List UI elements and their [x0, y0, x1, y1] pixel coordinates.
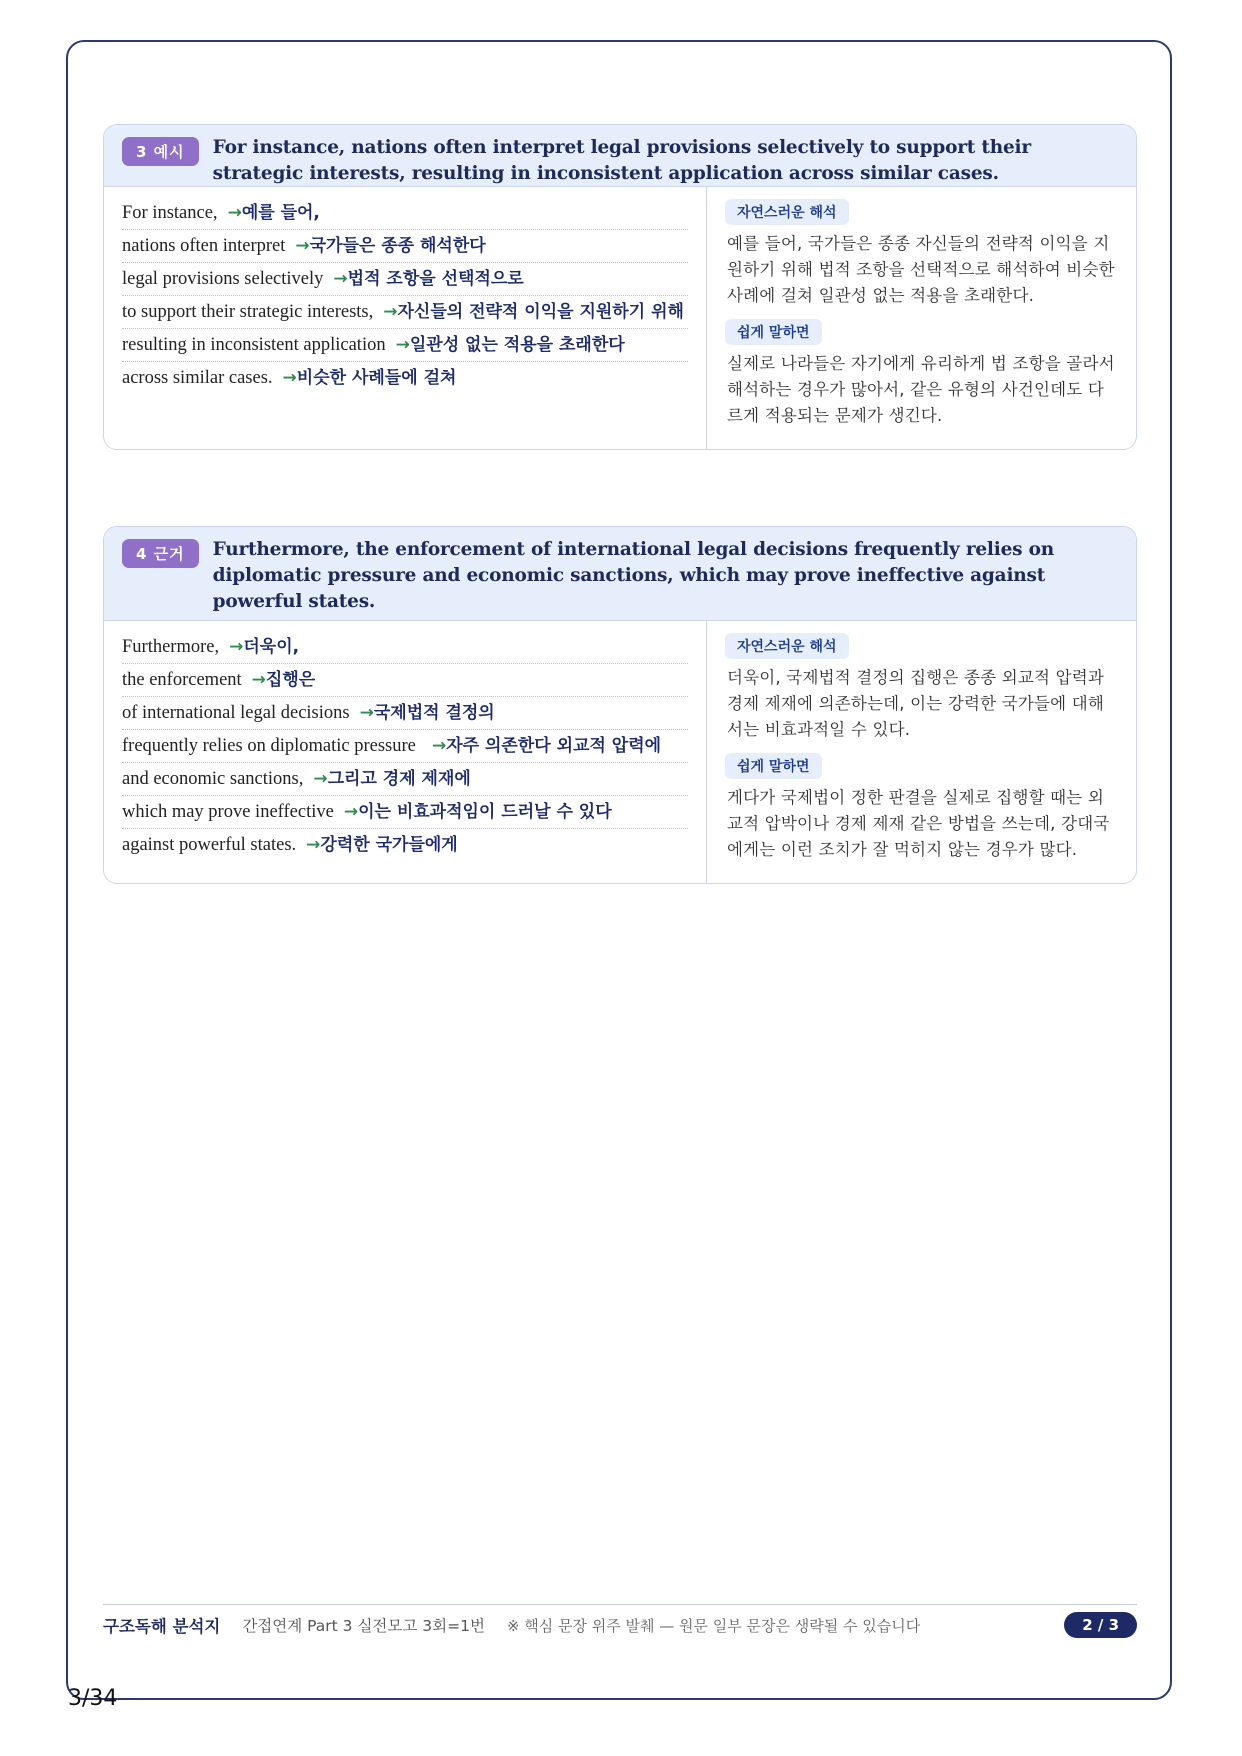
arrow-icon: → [251, 670, 266, 690]
arrow-icon: → [359, 703, 374, 723]
chunk-en: For instance, [122, 203, 218, 223]
card-body [104, 621, 1136, 883]
easy-explanation-text: 실제로 나라들은 자기에게 유리하게 법 조항을 골라서 해석하는 경우가 많아서, 같은 유형의 사건인데도 다르게 적용되는 문제가 생긴다. [727, 354, 1115, 425]
chunk-ko: 강력한 국가들에게 [320, 835, 458, 855]
chunk-row [122, 263, 688, 296]
arrow-icon: → [395, 335, 410, 355]
chunk-row [122, 329, 688, 362]
chunk-ko: 비슷한 사례들에 걸쳐 [296, 368, 457, 388]
chunk-row [122, 730, 688, 763]
chunk-en: frequently relies on diplomatic pressure [122, 736, 416, 756]
chunk-list [104, 621, 707, 883]
natural-translation-text: 예를 들어, 국가들은 종종 자신들의 전략적 이익을 지원하기 위해 법적 조항을 선택적으로 해석하여 비슷한 사례에 걸쳐 일관성 없는 적용을 초래한다. [727, 234, 1115, 305]
footer-brand: 구조독해 분석지 [103, 1617, 221, 1636]
easy-explanation-label: 쉽게 말하면 [725, 319, 822, 345]
chunk-row [122, 296, 688, 329]
chunk-en: nations often interpret [122, 236, 286, 256]
chunk-ko: 일관성 없는 적용을 초래한다 [409, 335, 625, 355]
card-body [104, 187, 1136, 449]
page-count: 3/34 [68, 1686, 118, 1711]
interpretation-panel [707, 187, 1136, 449]
interpretation-panel [707, 621, 1136, 883]
source-sentence: Furthermore, the enforcement of international legal decisions frequently relies on diplomatic pressure and economic sanctions, which may prove ineffective against powerful states. [212, 539, 1055, 612]
chunk-ko: 국제법적 결정의 [373, 703, 495, 723]
easy-explanation-label: 쉽게 말하면 [725, 753, 822, 779]
arrow-icon: → [282, 368, 297, 388]
chunk-row [122, 631, 688, 664]
chunk-ko: 법적 조항을 선택적으로 [347, 269, 524, 289]
arrow-icon: → [229, 637, 244, 657]
page-badge: 2 / 3 [1064, 1612, 1137, 1638]
chunk-row [122, 763, 688, 796]
footer-divider [103, 1604, 1137, 1605]
chunk-en: legal provisions selectively [122, 269, 324, 289]
chunk-ko: 그리고 경제 제재에 [327, 769, 471, 789]
section-tag: 4 근거 [122, 539, 199, 568]
chunk-en: and economic sanctions, [122, 769, 304, 789]
chunk-ko: 예를 들어, [241, 203, 320, 223]
chunk-ko: 자신들의 전략적 이익을 지원하기 위해 [397, 302, 684, 322]
footer-meta: 간접연계 Part 3 실전모고 3회=1번 [242, 1617, 485, 1635]
chunk-ko: 자주 의존한다 외교적 압력에 [446, 736, 662, 756]
arrow-icon: → [343, 802, 359, 822]
sentence-card-4 [103, 526, 1137, 884]
chunk-en: of international legal decisions [122, 703, 350, 723]
arrow-icon: → [306, 835, 321, 855]
arrow-icon: → [227, 203, 242, 223]
natural-translation-label: 자연스러운 해석 [725, 633, 849, 659]
chunk-row [122, 664, 688, 697]
arrow-icon: → [333, 269, 348, 289]
card-header [104, 527, 1136, 621]
chunk-list [104, 187, 707, 449]
easy-explanation-text: 게다가 국제법이 정한 판결을 실제로 집행할 때는 외교적 압박이나 경제 제재 같은 방법을 쓰는데, 강대국에게는 이런 조치가 잘 먹히지 않는 경우가 많다. [727, 788, 1110, 859]
sentence-card-3 [103, 124, 1137, 450]
arrow-icon: → [432, 736, 447, 756]
natural-translation-text: 더욱이, 국제법적 결정의 집행은 종종 외교적 압력과 경제 제재에 의존하는데, 이는 강력한 국가들에 대해서는 비효과적일 수 있다. [727, 668, 1105, 739]
chunk-en: to support their strategic interests, [122, 302, 374, 322]
chunk-en: which may prove ineffective [122, 802, 334, 822]
natural-translation-label: 자연스러운 해석 [725, 199, 849, 225]
chunk-en: the enforcement [122, 670, 242, 690]
chunk-row [122, 197, 688, 230]
chunk-ko: 국가들은 종종 해석한다 [309, 236, 486, 256]
chunk-ko: 더욱이, [243, 637, 300, 657]
source-sentence: For instance, nations often interpret legal provisions selectively to support their strategic interests, resulting in inconsistent application across similar cases. [212, 137, 1031, 184]
arrow-icon: → [383, 302, 398, 322]
chunk-en: against powerful states. [122, 835, 297, 855]
card-header [104, 125, 1136, 187]
chunk-row [122, 362, 688, 394]
chunk-ko: 이는 비효과적임이 드러날 수 있다 [358, 802, 612, 822]
chunk-en: across similar cases. [122, 368, 273, 388]
chunk-en: resulting in inconsistent application [122, 335, 386, 355]
footer-note: ※ 핵심 문장 위주 발췌 — 원문 일부 문장은 생략될 수 있습니다 [506, 1616, 921, 1635]
chunk-row [122, 230, 688, 263]
chunk-row [122, 697, 688, 730]
arrow-icon: → [295, 236, 310, 256]
chunk-ko: 집행은 [265, 670, 316, 690]
chunk-row [122, 796, 688, 829]
chunk-row [122, 829, 688, 861]
arrow-icon: → [313, 769, 328, 789]
section-tag: 3 예시 [122, 137, 199, 166]
chunk-en: Furthermore, [122, 637, 220, 657]
footer [103, 1612, 1137, 1638]
